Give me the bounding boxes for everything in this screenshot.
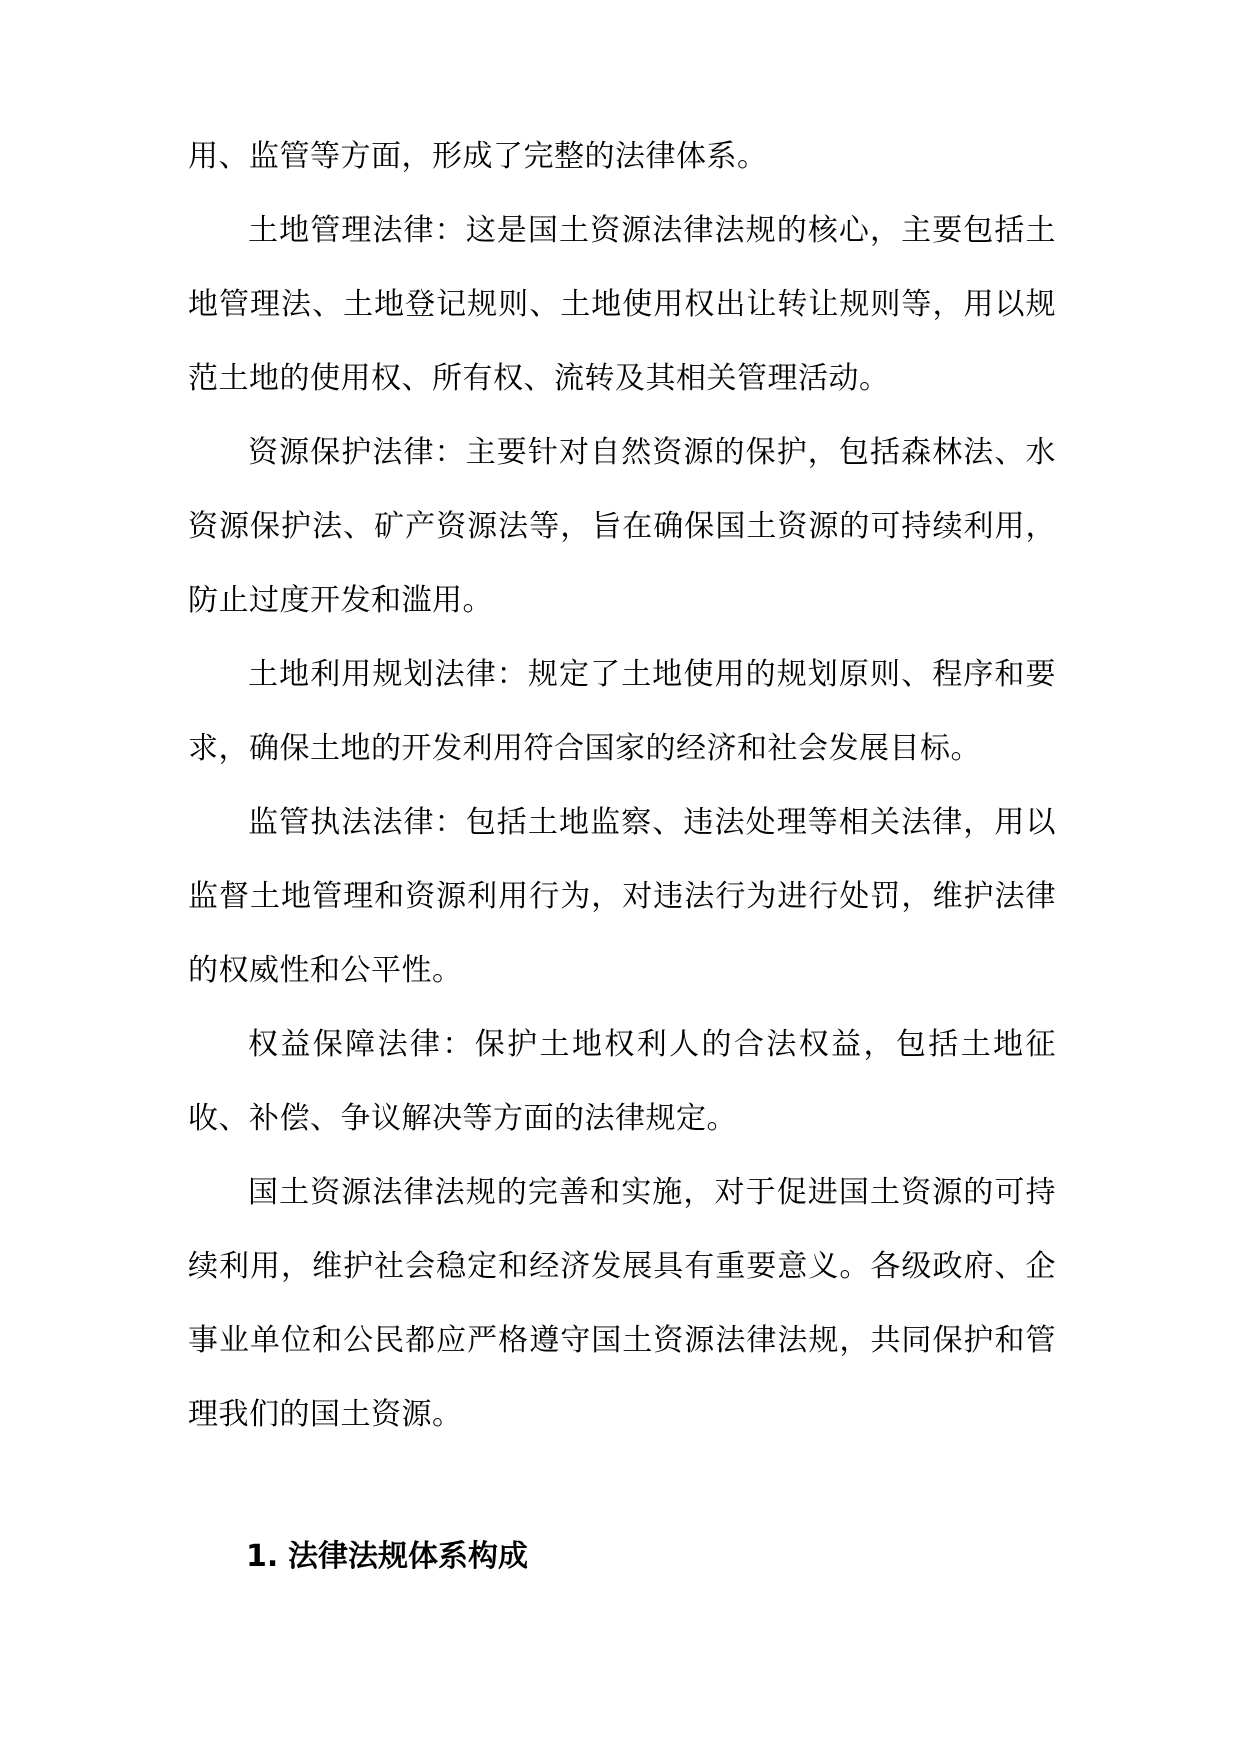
section-heading-number: 1. — [246, 1539, 279, 1574]
paragraph-conclusion: 国土资源法律法规的完善和实施，对于促进国土资源的可持续利用，维护社会稳定和经济发展具有重要意义。各级政府、企事业单位和公民都应严格遵守国土资源法律法规，共同保护和管理我们的国土资源。 — [188, 1175, 1056, 1432]
continuation-paragraph: 用、监管等方面，形成了完整的法律体系。 — [188, 139, 768, 174]
paragraph-rights-protection-law: 权益保障法律：保护土地权利人的合法权益，包括土地征收、补偿、争议解决等方面的法律规定。 — [188, 1027, 1056, 1136]
paragraph-supervision-enforcement-law: 监管执法法律：包括土地监察、违法处理等相关法律，用以监督土地管理和资源利用行为，对违法行为进行处罚，维护法律的权威性和公平性。 — [188, 805, 1056, 988]
paragraph-land-management-law: 土地管理法律：这是国土资源法律法规的核心，主要包括土地管理法、土地登记规则、土地使用权出让转让规则等，用以规范土地的使用权、所有权、流转及其相关管理活动。 — [188, 213, 1056, 396]
paragraph-land-use-planning-law: 土地利用规划法律：规定了土地使用的规划原则、程序和要求，确保土地的开发利用符合国家的经济和社会发展目标。 — [188, 657, 1056, 766]
section-heading-text: 法律法规体系构成 — [288, 1539, 528, 1574]
document-page — [188, 120, 1056, 1594]
section-heading — [188, 1520, 1056, 1594]
paragraph-resource-protection-law: 资源保护法律：主要针对自然资源的保护，包括森林法、水资源保护法、矿产资源法等，旨在确保国土资源的可持续利用，防止过度开发和滥用。 — [188, 435, 1056, 618]
